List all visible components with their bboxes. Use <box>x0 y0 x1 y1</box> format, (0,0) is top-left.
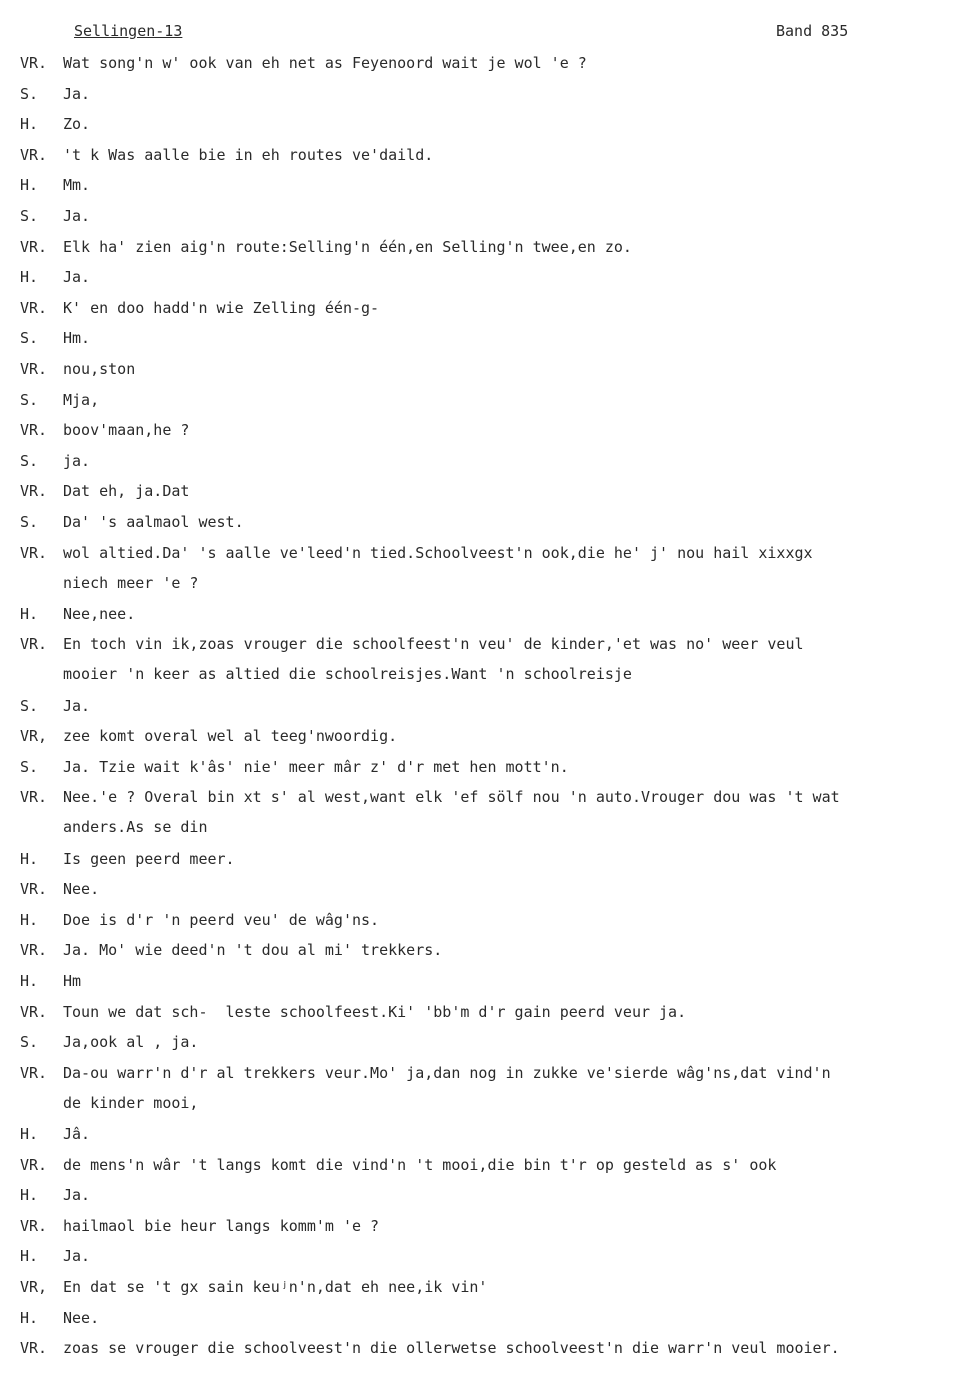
transcript-line <box>0 329 973 359</box>
utterance-text: boov'maan,he ? <box>63 421 190 439</box>
transcript-line <box>0 54 973 84</box>
transcript-line <box>0 911 973 941</box>
utterance-continuation: anders.As se din <box>63 818 208 836</box>
transcript-line <box>0 1278 973 1308</box>
transcript-line <box>0 1064 973 1112</box>
utterance-text: wol altied.Da' 's aalle ve'leed'n tied.Schoolveest'n ook,die he' j' nou hail xixxgx <box>63 544 813 562</box>
transcript-line <box>0 268 973 298</box>
speaker-label: VR. <box>20 1156 48 1174</box>
transcript-line <box>0 421 973 451</box>
speaker-label: VR. <box>20 880 48 898</box>
speaker-label: S. <box>20 391 39 409</box>
speaker-label: VR, <box>20 1278 48 1296</box>
transcript-line <box>0 1186 973 1216</box>
transcript-line <box>0 115 973 145</box>
utterance-text: Ja. <box>63 268 91 286</box>
utterance-text: Is geen peerd meer. <box>63 850 235 868</box>
utterance-text: K' en doo hadd'n wie Zelling één-g- <box>63 299 380 317</box>
speaker-label: S. <box>20 207 39 225</box>
transcript-line <box>0 727 973 757</box>
speaker-label: H. <box>20 850 39 868</box>
speaker-label: VR. <box>20 1064 48 1082</box>
transcript-line <box>0 788 973 836</box>
utterance-text: zee komt overal wel al teeg'nwoordig. <box>63 727 398 745</box>
transcript-line <box>0 176 973 206</box>
utterance-text: Ja. Mo' wie deed'n 't dou al mi' trekkers. <box>63 941 443 959</box>
utterance-text: Hm. <box>63 329 91 347</box>
speaker-label: S. <box>20 85 39 103</box>
utterance-text: Wat song'n w' ook van eh net as Feyenoord wait je wol 'e ? <box>63 54 587 72</box>
utterance-text: hailmaol bie heur langs komm'm 'e ? <box>63 1217 380 1235</box>
utterance-text: 't k Was aalle bie in eh routes ve'daild. <box>63 146 434 164</box>
utterance-text: Elk ha' zien aig'n route:Selling'n één,en Selling'n twee,en zo. <box>63 238 632 256</box>
speaker-label: VR. <box>20 941 48 959</box>
speaker-label: VR. <box>20 360 48 378</box>
transcript-line <box>0 391 973 421</box>
speaker-label: H. <box>20 605 39 623</box>
transcript-line <box>0 1339 973 1369</box>
speaker-label: VR. <box>20 544 48 562</box>
utterance-text: Zo. <box>63 115 91 133</box>
speaker-label: H. <box>20 911 39 929</box>
utterance-text: Mja, <box>63 391 100 409</box>
transcript-line <box>0 635 973 683</box>
transcript-line <box>0 207 973 237</box>
utterance-text: Jâ. <box>63 1125 91 1143</box>
utterance-text: En toch vin ik,zoas vrouger die schoolfeest'n veu' de kinder,'et was no' weer veul <box>63 635 804 653</box>
utterance-text: ja. <box>63 452 91 470</box>
transcript-line <box>0 1033 973 1063</box>
transcript-line <box>0 360 973 390</box>
utterance-text: Ja. <box>63 1247 91 1265</box>
utterance-text: Ja,ook al , ja. <box>63 1033 199 1051</box>
speaker-label: H. <box>20 1186 39 1204</box>
speaker-label: S. <box>20 513 39 531</box>
speaker-label: VR. <box>20 146 48 164</box>
transcript-line <box>0 146 973 176</box>
speaker-label: VR. <box>20 1003 48 1021</box>
transcript-line <box>0 1217 973 1247</box>
utterance-text: Nee.'e ? Overal bin xt s' al west,want elk 'ef sölf nou 'n auto.Vrouger dou was 't wat <box>63 788 840 806</box>
speaker-label: VR. <box>20 788 48 806</box>
speaker-label: S. <box>20 1033 39 1051</box>
speaker-label: VR. <box>20 299 48 317</box>
speaker-label: S. <box>20 697 39 715</box>
utterance-continuation: niech meer 'e ? <box>63 574 199 592</box>
speaker-label: S. <box>20 329 39 347</box>
utterance-text: zoas se vrouger die schoolveest'n die ollerwetse schoolveest'n die warr'n veul mooier. <box>63 1339 840 1357</box>
utterance-text: nou,ston <box>63 360 136 378</box>
speaker-label: VR, <box>20 727 48 745</box>
transcript-line <box>0 1156 973 1186</box>
utterance-text: Mm. <box>63 176 91 194</box>
utterance-text: Ja. <box>63 697 91 715</box>
utterance-text: Nee,nee. <box>63 605 136 623</box>
speaker-label: H. <box>20 176 39 194</box>
transcript-line <box>0 482 973 512</box>
speaker-label: S. <box>20 758 39 776</box>
speaker-label: VR. <box>20 54 48 72</box>
tape-number: Band 835 <box>776 22 849 40</box>
utterance-text: Doe is d'r 'n peerd veu' de wâg'ns. <box>63 911 380 929</box>
utterance-text: Nee. <box>63 880 100 898</box>
utterance-text: Ja. <box>63 1186 91 1204</box>
speaker-label: S. <box>20 452 39 470</box>
speaker-label: H. <box>20 972 39 990</box>
transcript-line <box>0 299 973 329</box>
utterance-continuation: mooier 'n keer as altied die schoolreisjes.Want 'n schoolreisje <box>63 665 632 683</box>
speaker-label: H. <box>20 1125 39 1143</box>
transcript-line <box>0 697 973 727</box>
transcript-line <box>0 850 973 880</box>
utterance-text: Da-ou warr'n d'r al trekkers veur.Mo' ja,dan nog in zukke ve'sierde wâg'ns,dat vind'n <box>63 1064 831 1082</box>
speaker-label: VR. <box>20 635 48 653</box>
utterance-text: Da' 's aalmaol west. <box>63 513 244 531</box>
transcript-line <box>0 1247 973 1277</box>
transcript-line <box>0 238 973 268</box>
document-title: Sellingen-13 <box>74 22 183 40</box>
utterance-text: Hm <box>63 972 82 990</box>
speaker-label: VR. <box>20 1339 48 1357</box>
transcript-line <box>0 85 973 115</box>
transcript-line <box>0 544 973 592</box>
transcript-line <box>0 972 973 1002</box>
speaker-label: H. <box>20 1247 39 1265</box>
transcript-line <box>0 880 973 910</box>
utterance-continuation: de kinder mooi, <box>63 1094 199 1112</box>
utterance-text: En dat se 't gx sain keuʲn'n,dat eh nee,ik vin' <box>63 1278 488 1296</box>
transcript-line <box>0 1309 973 1339</box>
utterance-text: Dat eh, ja.Dat <box>63 482 190 500</box>
utterance-text: de mens'n wâr 't langs komt die vind'n 't mooi,die bin t'r op gesteld as s' ook <box>63 1156 777 1174</box>
transcript-line <box>0 758 973 788</box>
transcript-line <box>0 452 973 482</box>
utterance-text: Ja. <box>63 207 91 225</box>
speaker-label: H. <box>20 115 39 133</box>
transcript-line <box>0 1003 973 1033</box>
utterance-text: Ja. <box>63 85 91 103</box>
speaker-label: VR. <box>20 238 48 256</box>
speaker-label: VR. <box>20 421 48 439</box>
transcript-line <box>0 513 973 543</box>
speaker-label: VR. <box>20 1217 48 1235</box>
transcript-line <box>0 941 973 971</box>
utterance-text: Toun we dat sch- leste schoolfeest.Ki' 'bb'm d'r gain peerd veur ja. <box>63 1003 687 1021</box>
transcript-line <box>0 1125 973 1155</box>
transcript-line <box>0 605 973 635</box>
utterance-text: Ja. Tzie wait k'âs' nie' meer mâr z' d'r met hen mott'n. <box>63 758 569 776</box>
utterance-text: Nee. <box>63 1309 100 1327</box>
speaker-label: VR. <box>20 482 48 500</box>
speaker-label: H. <box>20 268 39 286</box>
speaker-label: H. <box>20 1309 39 1327</box>
